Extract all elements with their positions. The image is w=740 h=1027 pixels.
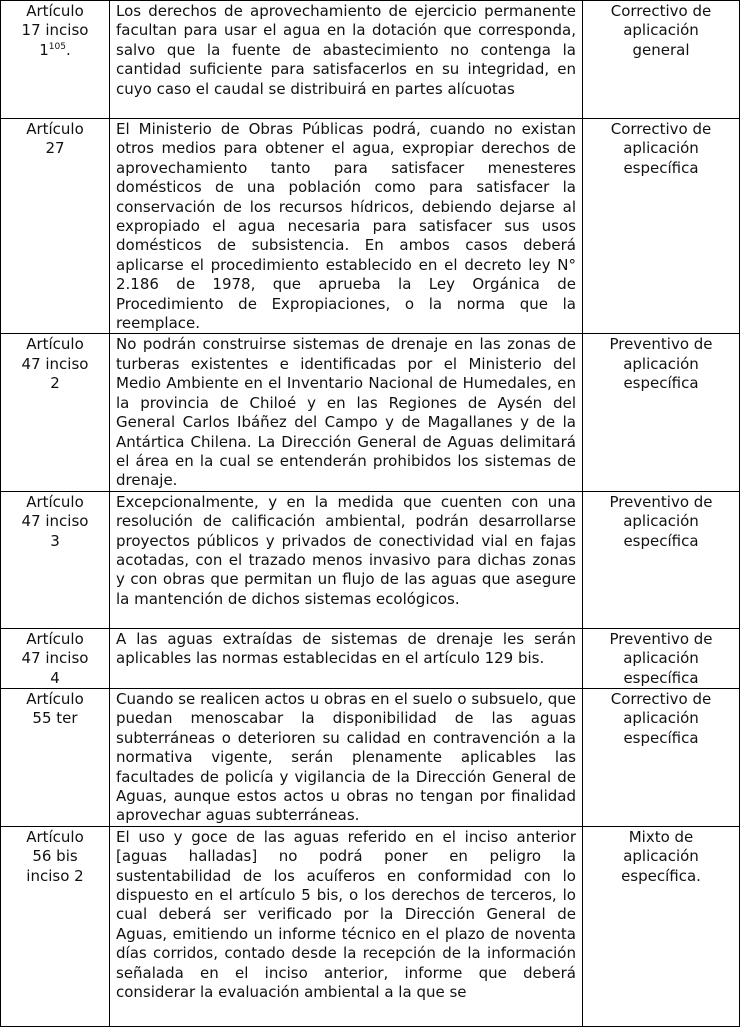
classification-line: específica bbox=[623, 668, 699, 687]
article-line: 47 inciso bbox=[21, 649, 89, 668]
classification-line: específica bbox=[623, 728, 699, 747]
classification-cell bbox=[583, 1, 740, 119]
article-line bbox=[7, 41, 103, 60]
article-cell bbox=[1, 826, 110, 1026]
article-line: 4 bbox=[50, 668, 60, 687]
article-line: 2 bbox=[50, 374, 60, 393]
article-line: Artículo bbox=[26, 689, 84, 708]
table-row bbox=[1, 334, 740, 491]
article-cell bbox=[1, 119, 110, 334]
classification-line: Preventivo de bbox=[609, 335, 713, 354]
classification-line: específica bbox=[623, 374, 699, 393]
classification-line: Correctivo de bbox=[610, 689, 712, 708]
article-line-text: 1 bbox=[39, 40, 49, 59]
classification-line: Mixto de bbox=[628, 827, 694, 846]
article-line: 17 inciso bbox=[21, 21, 89, 40]
provision-text: Cuando se realicen actos u obras en el suelo o subsuelo, que puedan menoscabar la disponibilidad de las aguas subterráneas o deterioren su calidad en contravención a la normativa vigente, serán plenamente aplicables las facultades de policía y vigilancia de la Dirección General de Aguas, aunque estos actos u obras no tengan por finalidad aprovechar aguas subterráneas. bbox=[110, 688, 583, 826]
classification-line: Correctivo de bbox=[610, 2, 712, 20]
article-line: 47 inciso bbox=[21, 512, 89, 531]
article-cell bbox=[1, 688, 110, 826]
provision-text: El uso y goce de las aguas referido en el inciso anterior [aguas halladas] no podrá poner en peligro la sustentabilidad de los acuíferos en conformidad con lo dispuesto en el artículo 5 bis, o los derechos de terceros, lo cual deberá ser verificado por la Dirección General de Aguas, emitiendo un informe técnico en el plazo de noventa días corridos, contado desde la recepción de la información señalada en el inciso anterior, informe que deberá considerar la evaluación ambiental a la que se bbox=[110, 826, 583, 1026]
article-line-punct: . bbox=[65, 40, 71, 59]
classification-cell bbox=[583, 628, 740, 688]
table-row bbox=[1, 826, 740, 1026]
article-line: 56 bis bbox=[32, 847, 78, 866]
provision-text: El Ministerio de Obras Públicas podrá, cuando no existan otros medios para obtener el agua, expropiar derechos de aprovechamiento tanto para satisfacer menesteres domésticos de una población como para satisfacer la conservación de los recursos hídricos, debiendo dejarse al expropiado el agua necesaria para satisfacer sus usos domésticos de subsistencia. En ambos casos deberá aplicarse el procedimiento establecido en el decreto ley N° 2.186 de 1978, que aprueba la Ley Orgánica de Procedimiento de Expropiaciones, o la norma que la reemplace. bbox=[110, 119, 583, 334]
article-line: 3 bbox=[50, 531, 60, 550]
classification-line: aplicación bbox=[623, 512, 699, 531]
article-line: Artículo bbox=[26, 335, 84, 354]
classification-line: específica bbox=[623, 158, 699, 177]
classification-line: específica bbox=[623, 531, 699, 550]
classification-line: Correctivo de bbox=[610, 120, 712, 138]
classification-cell bbox=[583, 826, 740, 1026]
classification-line: aplicación bbox=[623, 649, 699, 668]
article-line: Artículo bbox=[26, 2, 84, 20]
article-line: Artículo bbox=[26, 827, 84, 846]
table-row bbox=[1, 688, 740, 826]
table-row bbox=[1, 491, 740, 628]
classification-line: Preventivo de bbox=[609, 629, 713, 648]
classification-cell bbox=[583, 119, 740, 334]
article-line: Artículo bbox=[26, 629, 84, 648]
article-line: 27 bbox=[45, 139, 65, 158]
article-cell bbox=[1, 334, 110, 491]
table-row bbox=[1, 628, 740, 688]
classification-line: aplicación bbox=[623, 354, 699, 373]
article-line: inciso 2 bbox=[26, 866, 84, 885]
classification-cell bbox=[583, 688, 740, 826]
classification-line: específica. bbox=[621, 866, 701, 885]
footnote-marker[interactable]: 105 bbox=[48, 41, 66, 52]
classification-line: aplicación bbox=[623, 21, 699, 40]
article-cell bbox=[1, 491, 110, 628]
table-row bbox=[1, 119, 740, 334]
article-cell bbox=[1, 1, 110, 119]
article-line: 55 ter bbox=[32, 709, 78, 728]
provision-text: A las aguas extraídas de sistemas de drenaje les serán aplicables las normas establecidas en el artículo 129 bis. bbox=[110, 628, 583, 688]
table-row bbox=[1, 1, 740, 119]
article-line: Artículo bbox=[26, 492, 84, 511]
article-line: 47 inciso bbox=[21, 354, 89, 373]
classification-cell bbox=[583, 334, 740, 491]
provision-text: No podrán construirse sistemas de drenaje en las zonas de turberas existentes e identificadas por el Ministerio del Medio Ambiente en el Inventario Nacional de Humedales, en la provincia de Chiloé y en las Regiones de Aysén del General Carlos Ibáñez del Campo y de Magallanes y de la Antártica Chilena. La Dirección General de Aguas delimitará el área en la cual se entenderán prohibidos los sistemas de drenaje. bbox=[110, 334, 583, 491]
provision-text: Los derechos de aprovechamiento de ejercicio permanente facultan para usar el agua en la dotación que corresponda, salvo que la fuente de abastecimiento no contenga la cantidad suficiente para satisfacerlos en su integridad, en cuyo caso el caudal se distribuirá en partes alícuotas bbox=[110, 1, 583, 119]
classification-line: general bbox=[632, 40, 690, 59]
article-cell bbox=[1, 628, 110, 688]
classification-line: aplicación bbox=[623, 847, 699, 866]
article-line: Artículo bbox=[26, 120, 84, 138]
provision-text: Excepcionalmente, y en la medida que cuenten con una resolución de calificación ambiental, podrán desarrollarse proyectos públicos y privados de conectividad vial en fajas acotadas, con el trazado menos invasivo para dichas zonas y con obras que permitan un flujo de las aguas que asegure la mantención de dichos sistemas ecológicos. bbox=[110, 491, 583, 628]
classification-line: Preventivo de bbox=[609, 492, 713, 511]
classification-line: aplicación bbox=[623, 709, 699, 728]
classification-line: aplicación bbox=[623, 139, 699, 158]
classification-cell bbox=[583, 491, 740, 628]
